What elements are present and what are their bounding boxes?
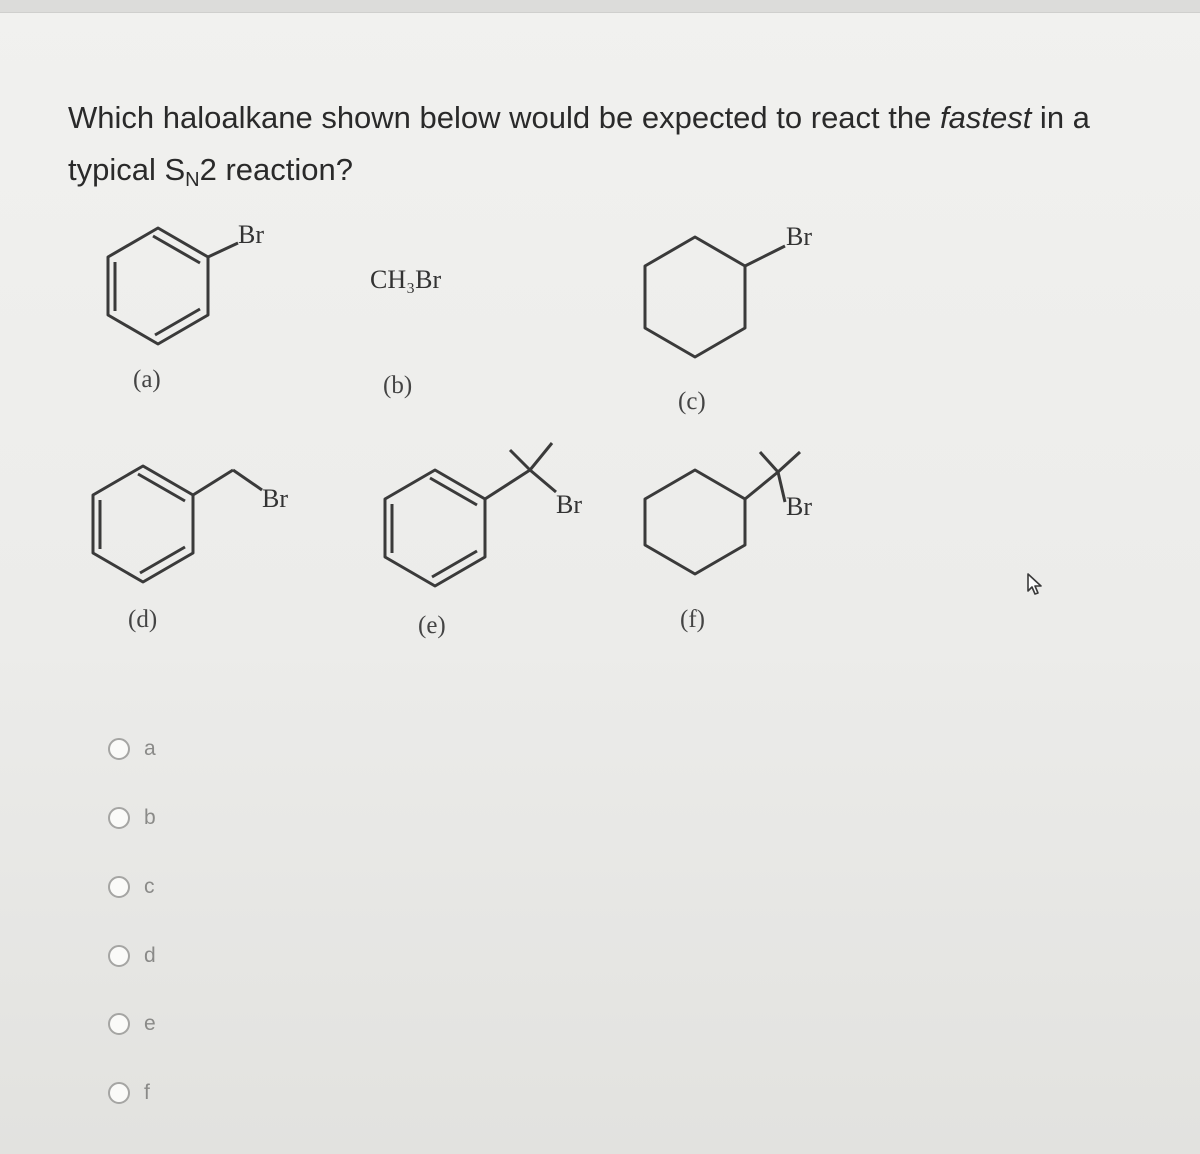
option-c-label: c — [144, 875, 155, 898]
option-c[interactable] — [108, 875, 155, 899]
radio-f[interactable] — [108, 1082, 130, 1104]
option-a[interactable] — [108, 737, 156, 761]
radio-e[interactable] — [108, 1013, 130, 1035]
structure-b-label: (b) — [383, 372, 413, 399]
option-b[interactable] — [108, 806, 156, 830]
option-f[interactable] — [108, 1081, 150, 1105]
structure-d-benzene — [93, 466, 262, 582]
question-emphasis: fastest — [939, 100, 1032, 135]
structure-c-cyclohexane — [645, 237, 785, 357]
structure-d-bromine-label: Br — [262, 484, 288, 513]
structure-f-cyclohexane — [645, 452, 800, 574]
structure-e-benzene — [385, 443, 556, 586]
question-text-part: in a — [1031, 100, 1090, 135]
structure-a-label: (a) — [133, 366, 161, 393]
structure-c-bromine-label: Br — [786, 222, 812, 251]
option-d[interactable] — [108, 944, 156, 968]
question-text-part: Which haloalkane shown below would be expected to react the — [68, 100, 940, 135]
structure-e-label: (e) — [418, 612, 446, 639]
mouse-pointer-icon — [1026, 572, 1046, 596]
structure-f-bromine-label: Br — [786, 492, 812, 521]
structure-f-label: (f) — [680, 606, 705, 633]
subscript-n: N — [185, 169, 200, 191]
radio-d[interactable] — [108, 945, 130, 967]
structure-c-label: (c) — [678, 388, 706, 415]
option-d-label: d — [144, 944, 156, 967]
radio-c[interactable] — [108, 876, 130, 898]
structure-e-bromine-label: Br — [556, 490, 582, 519]
question-text-part: 2 reaction? — [199, 152, 354, 187]
structure-b-formula: CH₃Br — [370, 265, 442, 294]
radio-b[interactable] — [108, 807, 130, 829]
option-e-label: e — [144, 1012, 156, 1035]
structure-a-bromine-label: Br — [238, 220, 264, 249]
option-b-label: b — [144, 806, 156, 829]
structure-a-benzene — [108, 228, 238, 344]
option-e[interactable] — [108, 1012, 156, 1036]
radio-a[interactable] — [108, 738, 130, 760]
question-text-part: typical S — [68, 152, 186, 187]
option-f-label: f — [144, 1081, 150, 1104]
option-a-label: a — [144, 737, 156, 760]
structure-d-label: (d) — [128, 606, 158, 633]
